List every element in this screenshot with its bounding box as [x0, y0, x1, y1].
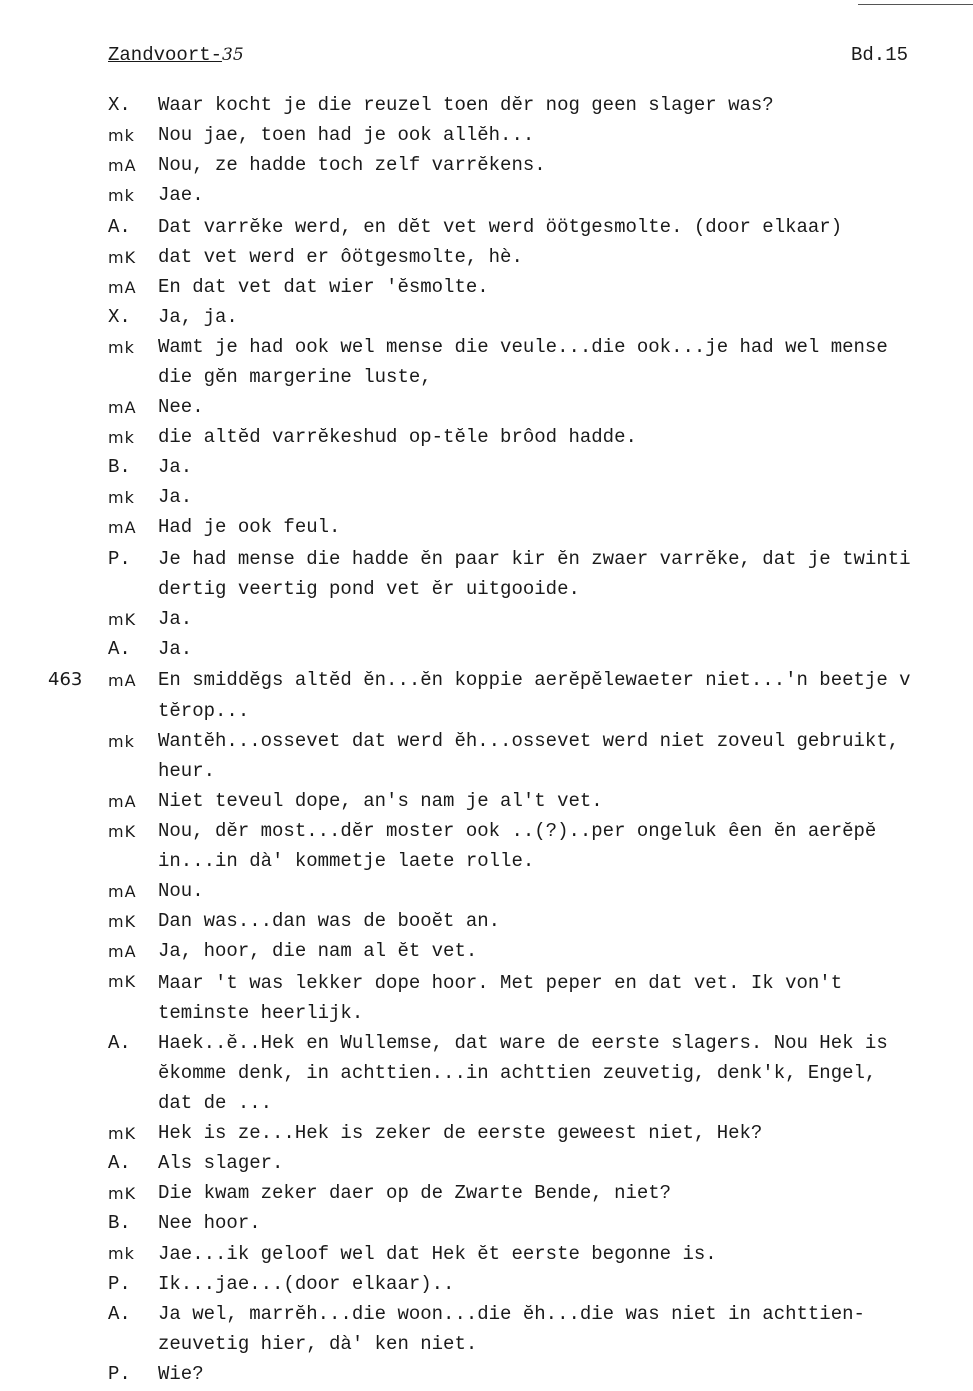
transcript-line: Dat varrĕke werd, en dĕt vet werd öötgesmolte. (door elkaar)	[158, 216, 843, 238]
header-place: Zandvoort-	[108, 44, 223, 66]
transcript-line: Haek..ĕ..Hek en Wullemse, dat ware de eerste slagers. Nou Hek is	[158, 1032, 888, 1054]
transcript-line: Nou, dĕr most...dĕr moster ook ..(?)..per ongeluk êen ĕn aerĕpĕ	[158, 820, 877, 842]
speaker-label: mA	[108, 398, 137, 417]
transcript-line-continuation: dertig veertig pond vet ĕr uitgooide.	[158, 578, 580, 600]
transcript-line: Had je ook feul.	[158, 516, 341, 538]
transcript-line: dat vet werd er ôötgesmolte, hè.	[158, 246, 523, 268]
transcript-line: Nou jae, toen had je ook allĕh...	[158, 124, 535, 146]
speaker-label: mA	[108, 882, 137, 901]
transcript-line: Ik...jae...(door elkaar)..	[158, 1273, 455, 1295]
speaker-label: mK	[108, 1124, 137, 1143]
transcript-line: En dat vet dat wier 'ĕsmolte.	[158, 276, 489, 298]
speaker-label: mk	[108, 488, 135, 507]
speaker-label: P.	[108, 1363, 131, 1385]
transcript-line: Nee hoor.	[158, 1212, 261, 1234]
speaker-label: mK	[108, 1184, 137, 1203]
transcript-line: Ja, hoor, die nam al ĕt vet.	[158, 940, 478, 962]
speaker-label: mk	[108, 428, 135, 447]
transcript-line-continuation: tĕrop...	[158, 700, 250, 722]
speaker-label: mk	[108, 1244, 135, 1263]
transcript-line: Wie?	[158, 1363, 204, 1385]
speaker-label: X.	[108, 94, 131, 116]
transcript-line: Ja, ja.	[158, 306, 238, 328]
speaker-label: A.	[108, 638, 131, 660]
speaker-label: P.	[108, 1273, 131, 1295]
speaker-label: mk	[108, 186, 135, 205]
margin-note: 463	[48, 669, 83, 690]
transcript-line-continuation: in...in dà' kommetje laete rolle.	[158, 850, 535, 872]
transcript-line: Als slager.	[158, 1152, 284, 1174]
transcript-line: Je had mense die hadde ĕn paar kir ĕn zwaer varrĕke, dat je twinti	[158, 548, 911, 570]
transcript-line-continuation: die gĕn margerine luste,	[158, 366, 432, 388]
header-number: 35	[222, 45, 244, 65]
speaker-label: X.	[108, 306, 131, 328]
speaker-label: A.	[108, 1032, 131, 1054]
transcript-line: Niet teveul dope, an's nam je al't vet.	[158, 790, 603, 812]
speaker-label: A.	[108, 1303, 131, 1325]
transcript-line: Nou.	[158, 880, 204, 902]
speaker-label: A.	[108, 1152, 131, 1174]
speaker-label: mA	[108, 518, 137, 537]
transcript-line-continuation: ĕkomme denk, in achttien...in achttien zeuvetig, denk'k, Engel,	[158, 1062, 877, 1084]
transcript-line: Dan was...dan was de booĕt an.	[158, 910, 501, 932]
page-header-volume: Bd.15	[851, 44, 909, 66]
transcript-line: Nou, ze hadde toch zelf varrĕkens.	[158, 154, 546, 176]
speaker-label: mA	[108, 156, 137, 175]
transcript-line: die altĕd varrĕkeshud op-tĕle brôod hadde.	[158, 426, 637, 448]
transcript-line: Ja.	[158, 456, 193, 478]
speaker-label: mA	[108, 792, 137, 811]
transcript-line: En smiddĕgs altĕd ĕn...ĕn koppie aerĕpĕlewaeter niet...'n beetje v	[158, 669, 911, 691]
transcript-line-continuation: teminste heerlijk.	[158, 1002, 364, 1024]
top-rule	[858, 4, 973, 5]
speaker-label: mK	[108, 610, 137, 629]
transcript-line: Ja wel, marrĕh...die woon...die ĕh...die was niet in achttien-	[158, 1303, 865, 1325]
speaker-label: mK	[108, 972, 137, 991]
transcript-line: Wamt je had ook wel mense die veule...die ook...je had wel mense	[158, 336, 888, 358]
speaker-label: mA	[108, 671, 137, 690]
speaker-label: mk	[108, 338, 135, 357]
transcript-line: Nee.	[158, 396, 204, 418]
transcript-line-continuation: dat de ...	[158, 1092, 273, 1114]
transcript-line: Ja.	[158, 486, 193, 508]
transcript-line: Maar 't was lekker dope hoor. Met peper en dat vet. Ik von't	[158, 972, 843, 994]
transcript-line-continuation: zeuvetig hier, dà' ken niet.	[158, 1333, 478, 1355]
transcript-line: Jae.	[158, 184, 204, 206]
speaker-label: mK	[108, 822, 137, 841]
page-header-title	[108, 44, 244, 66]
transcript-line: Ja.	[158, 608, 193, 630]
transcript-line: Wantĕh...ossevet dat werd ĕh...ossevet werd niet zoveul gebruikt,	[158, 730, 900, 752]
speaker-label: B.	[108, 1212, 131, 1234]
speaker-label: A.	[108, 216, 131, 238]
transcript-line: Waar kocht je die reuzel toen dĕr nog geen slager was?	[158, 94, 774, 116]
transcript-line: Ja.	[158, 638, 193, 660]
speaker-label: B.	[108, 456, 131, 478]
transcript-line: Die kwam zeker daer op de Zwarte Bende, niet?	[158, 1182, 672, 1204]
speaker-label: mk	[108, 126, 135, 145]
speaker-label: P.	[108, 548, 131, 570]
speaker-label: mK	[108, 912, 137, 931]
speaker-label: mK	[108, 248, 137, 267]
speaker-label: mA	[108, 278, 137, 297]
speaker-label: mk	[108, 732, 135, 751]
transcript-line-continuation: heur.	[158, 760, 216, 782]
transcript-line: Jae...ik geloof wel dat Hek ĕt eerste begonne is.	[158, 1243, 717, 1265]
speaker-label: mA	[108, 942, 137, 961]
transcript-line: Hek is ze...Hek is zeker de eerste geweest niet, Hek?	[158, 1122, 763, 1144]
